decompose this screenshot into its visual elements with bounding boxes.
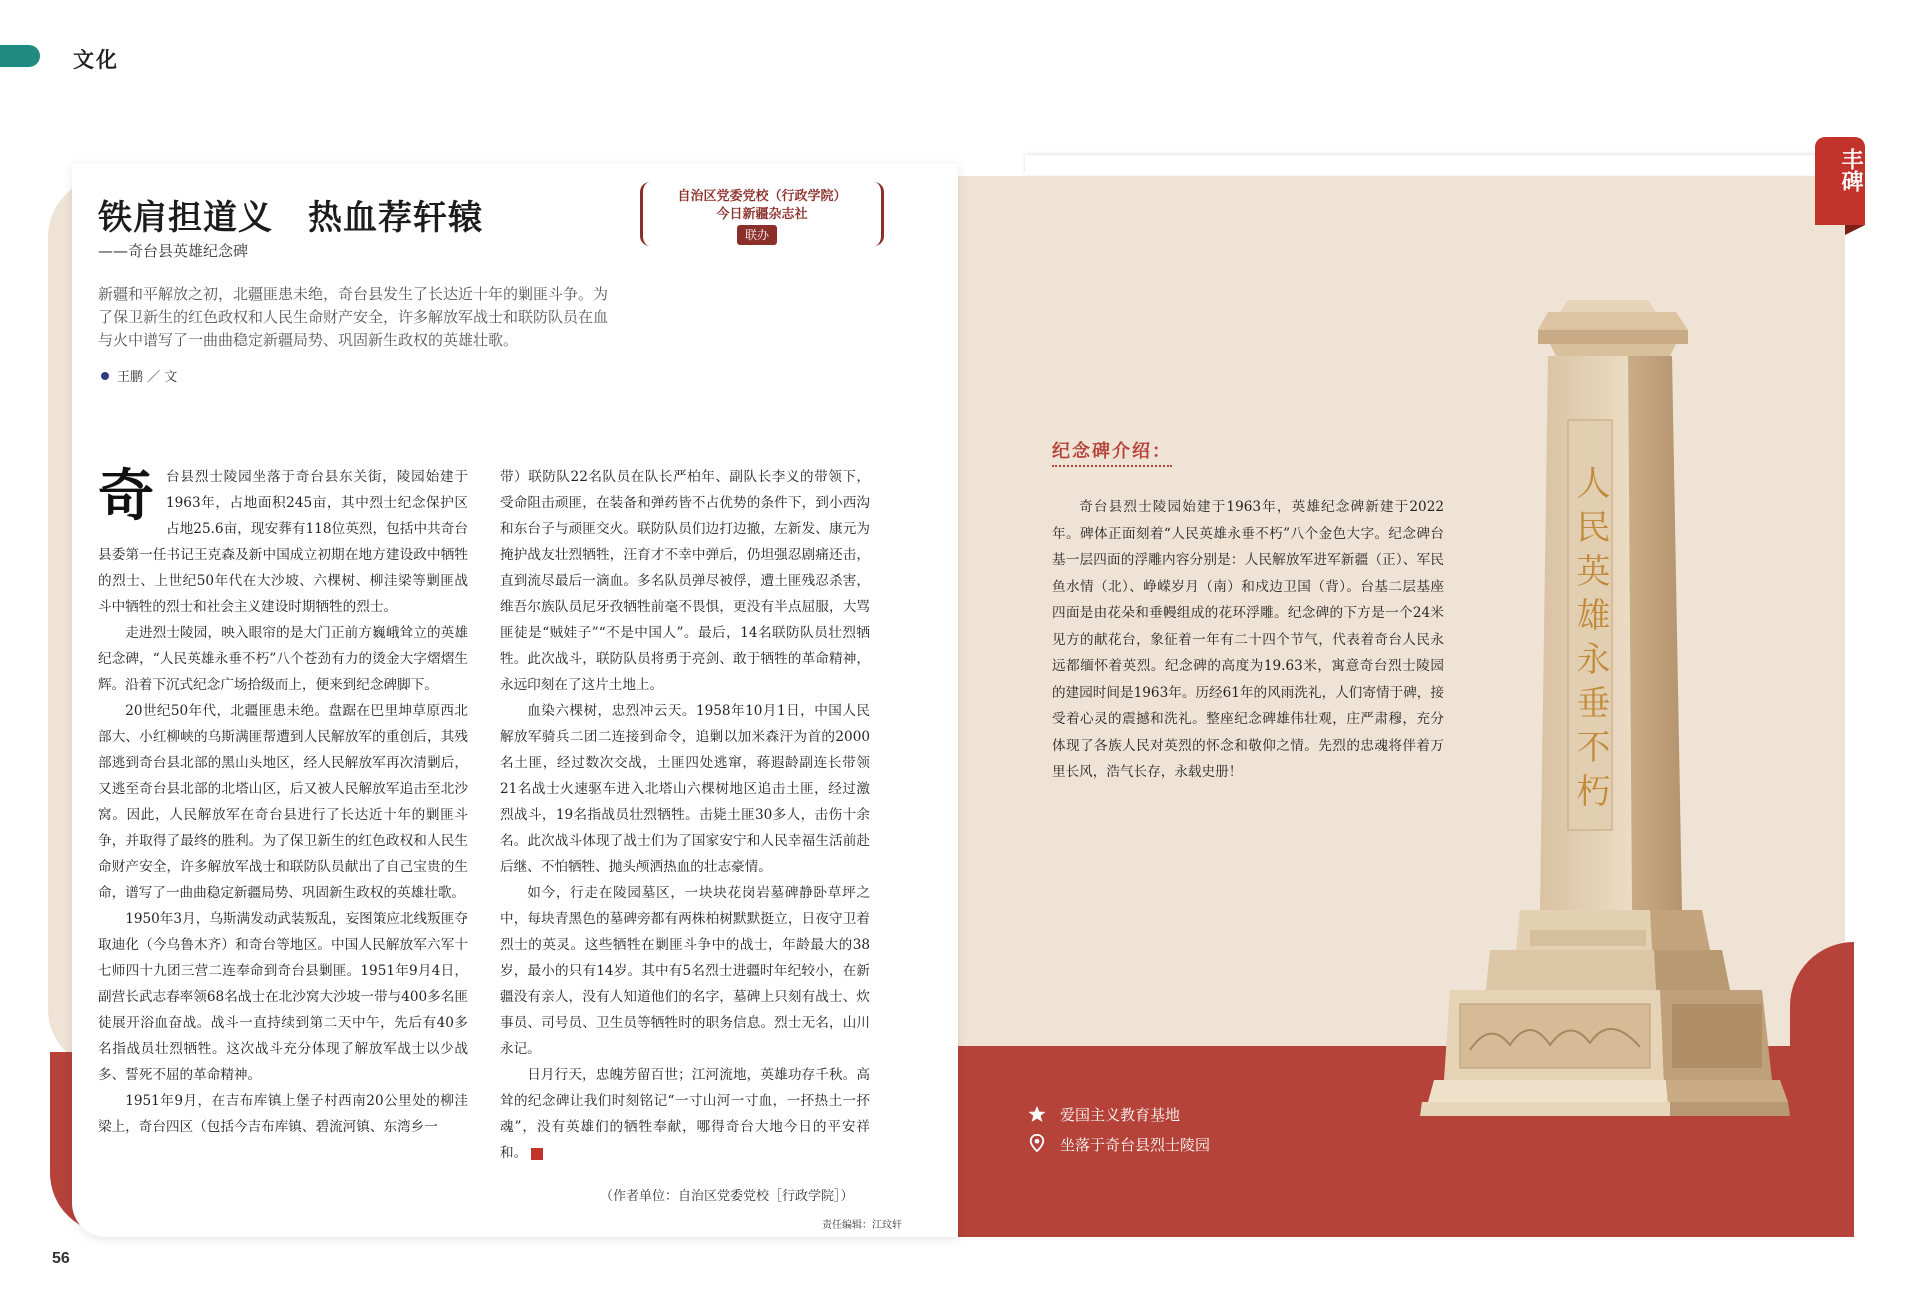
drop-cap: 奇 <box>98 463 154 529</box>
legend-label-location: 坐落于奇台县烈士陵园 <box>1060 1136 1211 1154</box>
organizer-line-2: 今日新疆杂志社 <box>716 207 808 222</box>
monument-inscription: 人民英雄永垂不朽 <box>1570 465 1610 817</box>
intro-text: 奇台县烈士陵园始建于1963年，英雄纪念碑新建于2022年。碑体正面刻着“人民英雄永垂不朽”八个金色大字。纪念碑台基一层四面的浮雕内容分别是：人民解放军进军新疆（正）、军民鱼水情（北）、峥嵘岁月（南）和戍边卫国（背）。台基二层基座四面是由花朵和垂幔组成的花环浮雕。纪念碑的下方是一个24米见方的献花台，象征着一年有二十四个节气，代表着奇台人民永远都缅怀着英烈。纪念碑的高度为19.63米，寓意奇台烈士陵园的建园时间是1963年。历经61年的风雨洗礼，人们寄情于碑，接受着心灵的震撼和洗礼。整座纪念碑雄伟壮观，庄严肃穆，充分体现了各族人民对英烈的怀念和敬仰之情。先烈的忠魂将伴着万里长风，浩气长存，永载史册！ <box>1052 499 1444 780</box>
article-paragraph: 奇台县烈士陵园坐落于奇台县东关街，陵园始建于1963年，占地面积245亩，其中烈士纪念保护区占地25.6亩，现安葬有118位英烈，包括中共奇台县委第一任书记王克森及新中国成立初期在地方建设政中牺牲的烈士、上世纪50年代在大沙坡、六棵树、柳洼梁等剿匪战斗中牺牲的烈士和社会主义建设时期牺牲的烈士。 <box>98 463 468 615</box>
article-column-2 <box>500 464 870 1166</box>
author-bullet-icon <box>101 372 109 380</box>
article-paragraph: 1951年9月，在吉布库镇上堡子村西南20公里处的柳洼梁上，奇台四区（包括今吉布库镇、碧流河镇、东湾乡一 <box>98 1093 468 1135</box>
article-paragraph: 如今，行走在陵园墓区，一块块花岗岩墓碑静卧草坪之中，每块青黑色的墓碑旁都有两株柏树默默挺立，日夜守卫着烈士的英灵。这些牺牲在剿匪斗争中的战士，年龄最大的38岁，最小的只有14岁。其中有5名烈士进疆时年纪较小，在新疆没有亲人，没有人知道他们的名字，墓碑上只刻有战士、炊事员、司号员、卫生员等牺牲时的职务信息。烈士无名，山川永记。 <box>500 885 870 1057</box>
section-title: 文化 <box>73 48 119 72</box>
article-paragraph: 带）联防队22名队员在队长严柏年、副队长李义的带领下，受命阻击顽匪，在装备和弹药皆不占优势的条件下，到小西沟和东台子与顽匪交火。联防队员们边打边撤，左新发、康元为掩护战友壮烈牺牲，汪育才不幸中弹后，仍坦强忍剧痛还击，直到流尽最后一滴血。多名队员弹尽被俘，遭土匪残忍杀害，维吾尔族队员尼牙孜牺牲前毫不畏惧，更没有半点屈服，大骂匪徒是“贼娃子”“不是中国人”。最后，14名联防队员壮烈牺牲。此次战斗，联防队员将勇于亮剑、敢于牺牲的革命精神，永远印刻在了这片土地上。 <box>500 469 870 693</box>
section-marker <box>0 45 40 67</box>
article-paragraph: 日月行天，忠魄芳留百世；江河流地，英雄功存千秋。高耸的纪念碑让我们时刻铭记“一寸山河一寸血，一抔热土一抔魂”，没有英雄们的牺牲奉献，哪得奇台大地今日的平安祥和。 <box>500 1067 870 1161</box>
article-lede: 新疆和平解放之初，北疆匪患未绝，奇台县发生了长达近十年的剿匪斗争。为了保卫新生的红色政权和人民生命财产安全，许多解放军战士和联防队员在血与火中谱写了一曲曲稳定新疆局势、巩固新生政权的英雄壮歌。 <box>98 285 609 349</box>
page-number: 56 <box>52 1250 70 1267</box>
intro-heading: 纪念碑介绍： <box>1052 437 1172 467</box>
article-paragraph: 1950年3月，乌斯满发动武装叛乱，妄图策应北线叛匪夺取迪化（今乌鲁木齐）和奇台等地区。中国人民解放军六军十七师四十九团三营二连奉命到奇台县剿匪。1951年9月4日，副营长武志春率领68名战士在北沙窝大沙坡一带与400多名匪徒展开浴血奋战。战斗一直持续到第二天中午，先后有40多名指战员壮烈牺牲。这次战斗充分体现了解放军战士以少战多、誓死不屈的革命精神。 <box>98 911 468 1083</box>
star-icon <box>1028 1105 1046 1123</box>
article-column-1 <box>98 464 468 1140</box>
organizer-line-1: 自治区党委党校（行政学院） <box>677 189 847 204</box>
responsible-editor: 责任编辑：江玟轩 <box>822 1220 902 1231</box>
organizer-tag: 联办 <box>737 225 777 245</box>
monument-image <box>1420 290 1790 1120</box>
article-author: 王鹏 ／ 文 <box>117 370 178 385</box>
author-unit: （作者单位：自治区党委党校［行政学院］） <box>600 1189 854 1204</box>
column-tab-label: 丰碑 <box>1838 148 1863 192</box>
legend-label-education-base: 爱国主义教育基地 <box>1060 1106 1181 1124</box>
article-paragraph: 20世纪50年代，北疆匪患未绝。盘踞在巴里坤草原西北部大、小红柳峡的乌斯满匪帮遭到人民解放军的重创后，其残部逃到奇台县北部的黑山头地区，经人民解放军再次清剿后，又逃至奇台县北部的北塔山区，后又被人民解放军追击至北沙窝。因此，人民解放军在奇台县进行了长达近十年的剿匪斗争，并取得了最终的胜利。为了保卫新生的红色政权和人民生命财产安全，许多解放军战士和联防队员献出了自己宝贵的生命，谱写了一曲曲稳定新疆局势、巩固新生政权的英雄壮歌。 <box>98 703 468 901</box>
right-card-top <box>1025 155 1845 175</box>
article-paragraph: 血染六棵树，忠烈冲云天。1958年10月1日，中国人民解放军骑兵二团二连接到命令，追剿以加米森汗为首的2000名土匪，经过数次交战，土匪四处逃窜，蒋遐龄副连长带领21名战士火速驱车进入北塔山六棵树地区追击土匪，经过激烈战斗，19名指战员壮烈牺牲。击毙土匪30多人，击伤十余名。此次战斗体现了战士们为了国家安宁和人民幸福生活前赴后继、不怕牺牲、抛头颅洒热血的壮志豪情。 <box>500 703 870 875</box>
article-paragraph: 走进烈士陵园，映入眼帘的是大门正前方巍峨耸立的英雄纪念碑，“人民英雄永垂不朽”八个苍劲有力的烫金大字熠熠生辉。沿着下沉式纪念广场拾级而上，便来到纪念碑脚下。 <box>98 625 468 693</box>
end-mark-icon <box>531 1148 543 1160</box>
location-pin-icon <box>1028 1134 1046 1152</box>
article-title: 铁肩担道义 热血荐轩辕 <box>98 198 483 238</box>
article-subtitle: ——奇台县英雄纪念碑 <box>98 242 249 260</box>
tab-fold <box>1845 225 1865 235</box>
